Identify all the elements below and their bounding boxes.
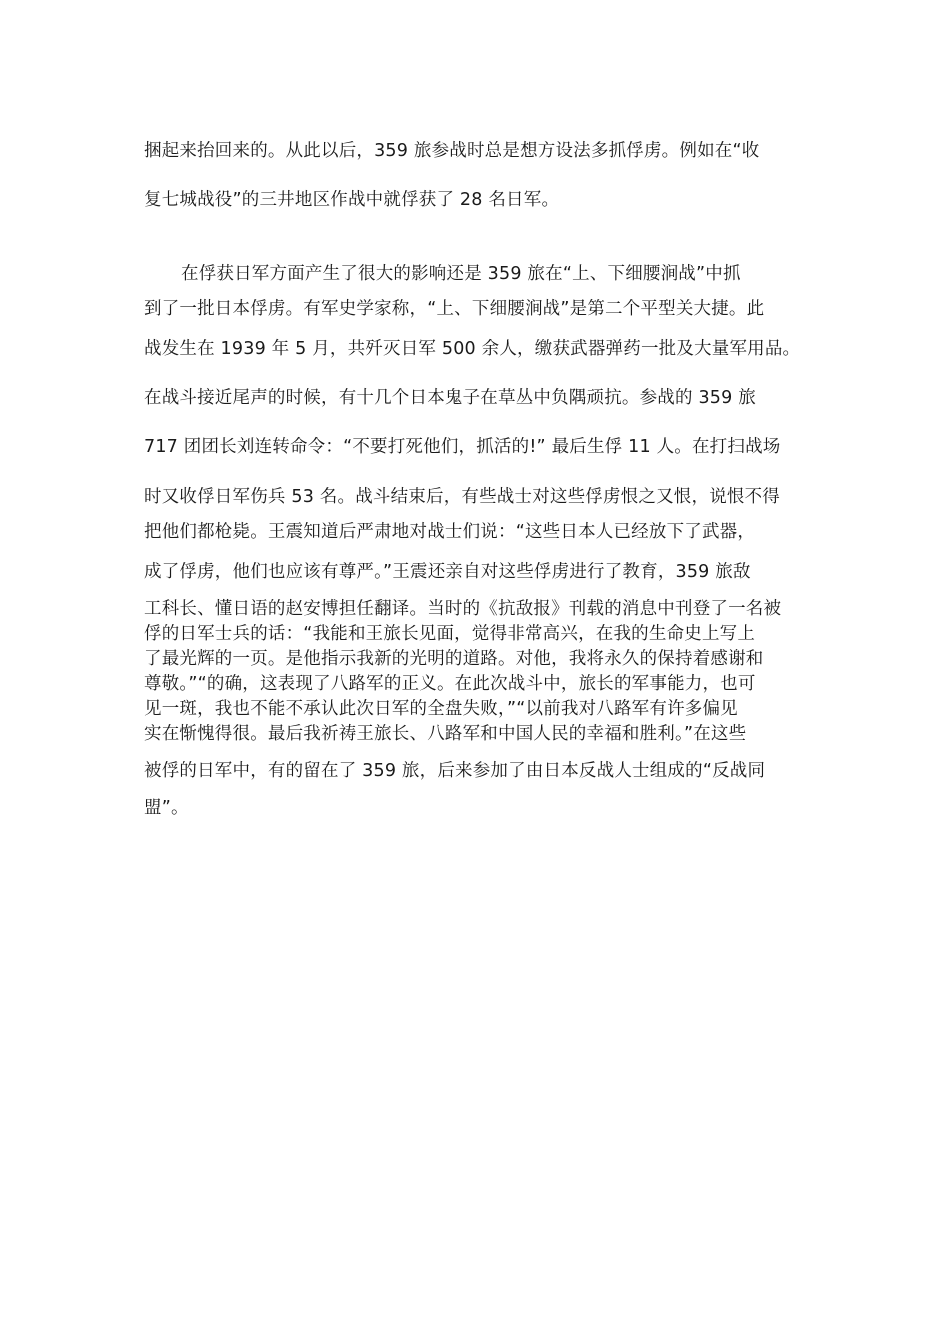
text-line: 被俘的日军中，有的留在了 359 旅，后来参加了由日本反战人士组成的“反战同	[144, 761, 766, 781]
text-line: 把他们都枪毙。王震知道后严肃地对战士们说：“这些日本人已经放下了武器，	[144, 522, 756, 542]
text-line: 俘的日军士兵的话：“我能和王旅长见面，觉得非常高兴，在我的生命史上写上	[144, 624, 756, 644]
text-line: 了最光辉的一页。是他指示我新的光明的道路。对他，我将永久的保持着感谢和	[144, 649, 764, 669]
text-line: 到了一批日本俘虏。有军史学家称，“上、下细腰涧战”是第二个平型关大捷。此	[144, 299, 765, 319]
text-line: 复七城战役”的三井地区作战中就俘获了 28 名日军。	[144, 190, 560, 210]
paragraph-first-line: 在俘获日军方面产生了很大的影响还是 359 旅在“上、下细腰涧战”中抓	[181, 264, 741, 284]
text-line: 时又收俘日军伤兵 53 名。战斗结束后，有些战士对这些俘虏恨之又恨，说恨不得	[144, 487, 780, 507]
text-line: 战发生在 1939 年 5 月，共歼灭日军 500 余人，缴获武器弹药一批及大量军用品。	[144, 339, 801, 359]
text-line: 工科长、懂日语的赵安博担任翻译。当时的《抗敌报》刊载的消息中刊登了一名被	[144, 599, 782, 619]
text-line: 在战斗接近尾声的时候，有十几个日本鬼子在草丛中负隅顽抗。参战的 359 旅	[144, 388, 756, 408]
text-line: 尊敬。”“的确，这表现了八路军的正义。在此次战斗中，旅长的军事能力，也可	[144, 674, 756, 694]
text-line: 实在惭愧得很。最后我祈祷王旅长、八路军和中国人民的幸福和胜利。”在这些	[144, 724, 747, 744]
text-line: 捆起来抬回来的。从此以后，359 旅参战时总是想方设法多抓俘虏。例如在“收	[144, 141, 760, 161]
text-line: 见一斑，我也不能不承认此次日军的全盘失败，”“以前我对八路军有许多偏见	[144, 699, 738, 719]
text-line: 717 团团长刘连转命令：“不要打死他们，抓活的!” 最后生俘 11 人。在打扫战场	[144, 437, 781, 457]
text-line: 成了俘虏，他们也应该有尊严。”王震还亲自对这些俘虏进行了教育，359 旅敌	[144, 562, 751, 582]
text-line: 盟”。	[144, 798, 189, 818]
